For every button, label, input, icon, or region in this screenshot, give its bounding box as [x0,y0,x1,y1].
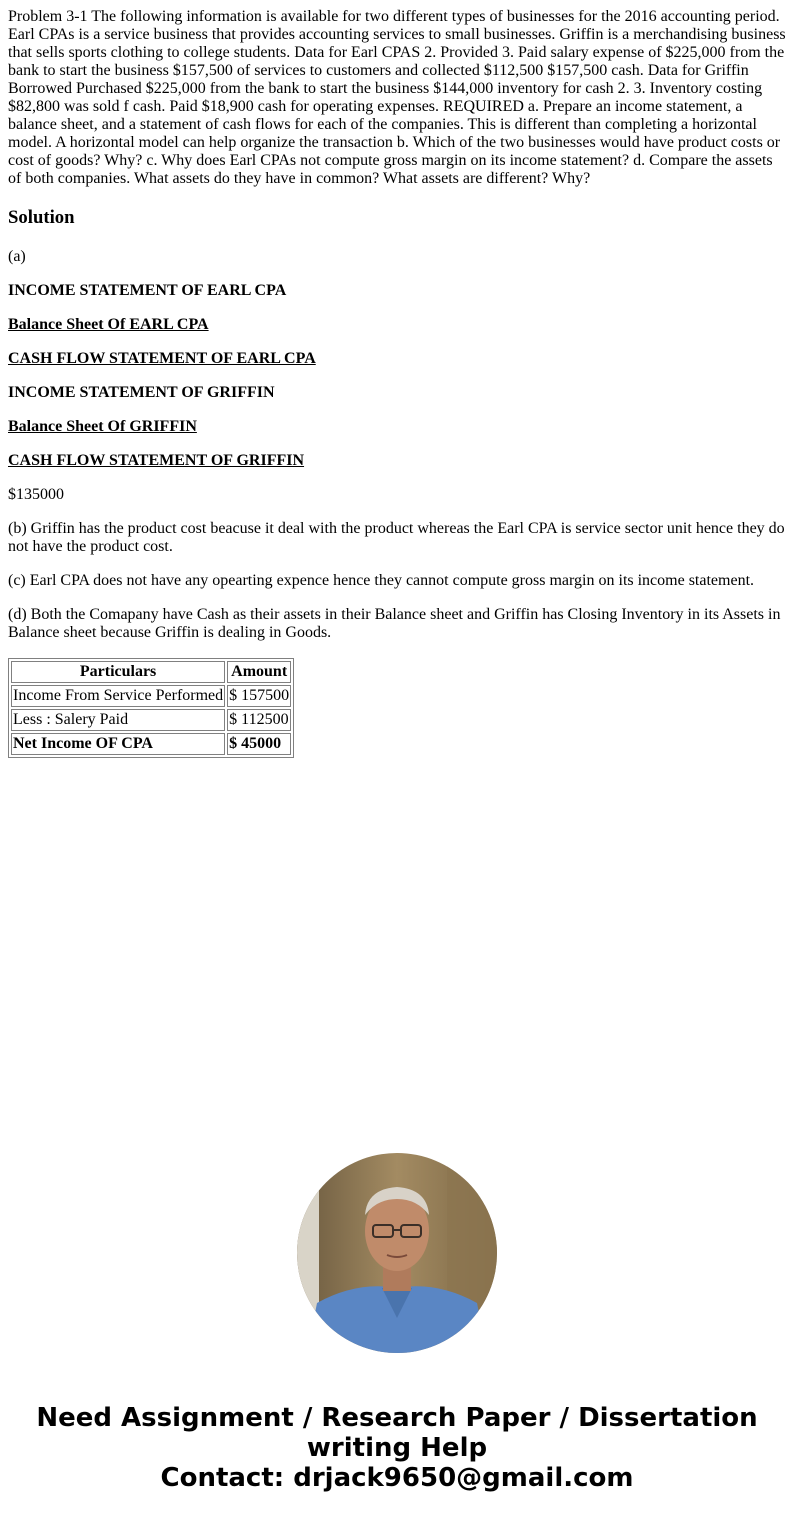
promo-banner [0,1403,794,1493]
part-b-answer: (b) Griffin has the product cost beacuse it deal with the product whereas the Earl CPA is service sector unit hence they do not have the product cost. [8,520,785,555]
table-header-particulars: Particulars [11,661,225,683]
table-cell-particular: Income From Service Performed [11,685,225,707]
amount-line: $135000 [8,486,64,503]
promo-line-1: Need Assignment / Research Paper / Dissertation [36,1403,758,1433]
author-avatar [297,1153,497,1353]
table-row [11,685,291,707]
cash-flow-griffin-title: CASH FLOW STATEMENT OF GRIFFIN [8,452,305,469]
balance-sheet-earl-title: Balance Sheet Of EARL CPA [8,316,209,333]
part-d-answer: (d) Both the Comapany have Cash as their assets in their Balance sheet and Griffin has Closing Inventory in its Assets in Balance sheet because Griffin is dealing in Goods. [8,606,781,641]
table-cell-particular: Less : Salery Paid [11,709,225,731]
portrait-image [297,1153,497,1353]
table-row [11,709,291,731]
table-total-row [11,733,291,755]
table-cell-amount: $ 157500 [227,685,291,707]
solution-heading: Solution [8,207,75,228]
income-table [8,658,294,758]
document-body [0,0,794,758]
income-statement-earl-title: INCOME STATEMENT OF EARL CPA [8,282,287,299]
promo-contact: Contact: drjack9650@gmail.com [160,1463,634,1493]
part-c-answer: (c) Earl CPA does not have any opearting expence hence they cannot compute gross margin on its income statement. [8,572,755,589]
table-header-row [11,661,291,683]
table-header-amount: Amount [227,661,291,683]
part-a-label: (a) [8,248,26,265]
table-total-amount: $ 45000 [227,733,291,755]
balance-sheet-griffin-title: Balance Sheet Of GRIFFIN [8,418,197,435]
problem-statement: Problem 3-1 The following information is available for two different types of businesses for the 2016 accounting period. Earl CPAs is a service business that provides accounting services to small businesses. Griffin is a merchandising business that sells sports clothing to college students. Data for Earl CPAS 2. Provided 3. Paid salary expense of $225,000 from the bank to start the business $157,500 of services to customers and collected $112,500 $157,500 cash. Data for Griffin Borrowed Purchased $225,000 from the bank to start the business $144,000 inventory for cash 2. 3. Inventory costing $82,800 was sold f cash. Paid $18,900 cash for operating expenses. REQUIRED a. Prepare an income statement, a balance sheet, and a statement of cash flows for each of the companies. This is different than completing a horizontal model. A horizontal model can help organize the transaction b. Which of the two businesses would have product costs or cost of goods? Why? c. Why does Earl CPAs not compute gross margin on its income statement? d. Compare the assets of both companies. What assets do they have in common? What assets are different? Why? [8,8,786,187]
income-statement-griffin-title: INCOME STATEMENT OF GRIFFIN [8,384,275,401]
table-total-label: Net Income OF CPA [11,733,225,755]
cash-flow-earl-title: CASH FLOW STATEMENT OF EARL CPA [8,350,316,367]
table-cell-amount: $ 112500 [227,709,291,731]
promo-line-2: writing Help [306,1433,488,1463]
